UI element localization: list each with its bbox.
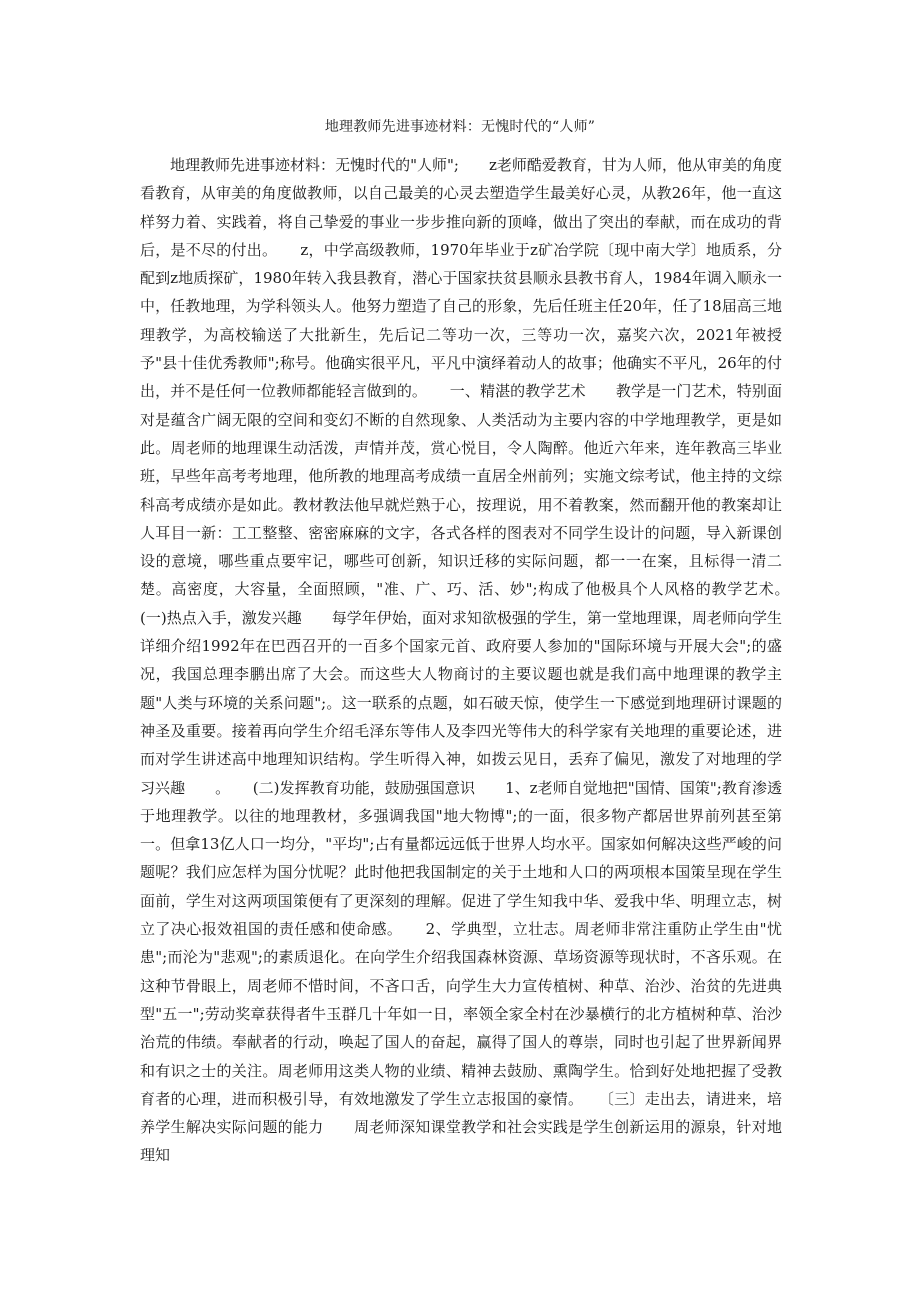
document-title: 地理教师先进事迹材料：无愧时代的“人师” xyxy=(324,119,596,135)
document-body-paragraph: 地理教师先进事迹材料：无愧时代的"人师"; z老师酷爱教育，甘为人师，他从审美的角度看教育，从审美的角度做教师，以自己最美的心灵去塑造学生最美好心灵，从教26年，他一直这样努力着、实践着，将自己挚爱的事业一步步推向新的顶峰，做出了突出的奉献，而在成功的背后，是不尽的付出。 z，中学高级教师，1970年毕业于z矿冶学院〔现中南大学〕地质系，分配到z地质探矿，1980年转入我县教育，潜心于国家扶贫县顺永县教书育人，1984年调入顺永一中，任教地理，为学科领头人。他努力塑造了自己的形象，先后任班主任20年，任了18届高三地理教学，为高校输送了大批新生，先后记二等功一次，三等功一次，嘉奖六次，2021年被授予"县十佳优秀教师";称号。他确实很平凡，平凡中演绎着动人的故事；他确实不平凡，26年的付出，并不是任何一位教师都能轻言做到的。 一、精湛的教学艺术 教学是一门艺术，特别面对是蕴含广阔无限的空间和变幻不断的自然现象、人类活动为主要内容的中学地理教学，更是如此。周老师的地理课生动活泼，声情并茂，赏心悦目，令人陶醉。他近六年来，连年教高三毕业班，早些年高考考地理，他所教的地理高考成绩一直居全州前列；实施文综考试，他主持的文综科高考成绩亦是如此。教材教法他早就烂熟于心，按理说，用不着教案，然而翻开他的教案却让人耳目一新：工工整整、密密麻麻的文字，各式各样的图表对不同学生设计的问题，导入新课创设的意境，哪些重点要牢记，哪些可创新，知识迁移的实际问题，都一一在案，且标得一清二楚。高密度，大容量，全面照顾，"准、广、巧、活、妙";构成了他极具个人风格的教学艺术。 (一)热点入手，激发兴趣 每学年伊始，面对求知欲极强的学生，第一堂地理课，周老师向学生详细介绍1992年在巴西召开的一百多个国家元首、政府要人参加的"国际环境与开展大会";的盛况，我国总理李鹏出席了大会。而这些大人物商讨的主要议题也就是我们高中地理课的教学主题"人类与环境的关系问题";。这一联系的点题，如石破天惊，使学生一下感觉到地理研讨课题的神圣及重要。接着再向学生介绍毛泽东等伟人及李四光等伟大的科学家有关地理的重要论述，进而对学生讲述高中地理知识结构。学生听得入神，如拨云见日，丢弃了偏见，激发了对地理的学习兴趣 。 (二)发挥教育功能，鼓励强国意识 1、z老师自觉地把"国情、国策";教育渗透于地理教学。以往的地理教材，多强调我国"地大物博";的一面，很多物产都居世界前列甚至第一。但拿13亿人口一均分，"平均";占有量都远远低于世界人均水平。国家如何解决这些严峻的问题呢？我们应怎样为国分忧呢？此时他把我国制定的关于土地和人口的两项根本国策呈现在学生面前，学生对这两项国策便有了更深刻的理解。促进了学生知我中华、爱我中华、明理立志，树立了决心报效祖国的责任感和使命感。 2、学典型，立壮志。周老师非常注重防止学生由"忧患";而沦为"悲观";的素质退化。在向学生介绍我国森林资源、草场资源等现状时，不吝乐观。在这种节骨眼上，周老师不惜时间，不吝口舌，向学生大力宣传植树、种草、治沙、治贫的先进典型"五一";劳动奖章获得者牛玉群几十年如一日，率领全家全村在沙暴横行的北方植树种草、治沙治荒的伟绩。奉献者的行动，唤起了国人的奋起，赢得了国人的尊崇，同时也引起了世界新闻界和有识之士的关注。周老师用这类人物的业绩、精神去鼓励、熏陶学生。恰到好处地把握了受教育者的心理，进而积极引导，有效地激发了学生立志报国的豪情。 〔三〕走出去，请进来，培养学生解决实际问题的能力 周老师深知课堂教学和社会实践是学生创新运用的源泉，针对地理知 xyxy=(140,156,813,1165)
